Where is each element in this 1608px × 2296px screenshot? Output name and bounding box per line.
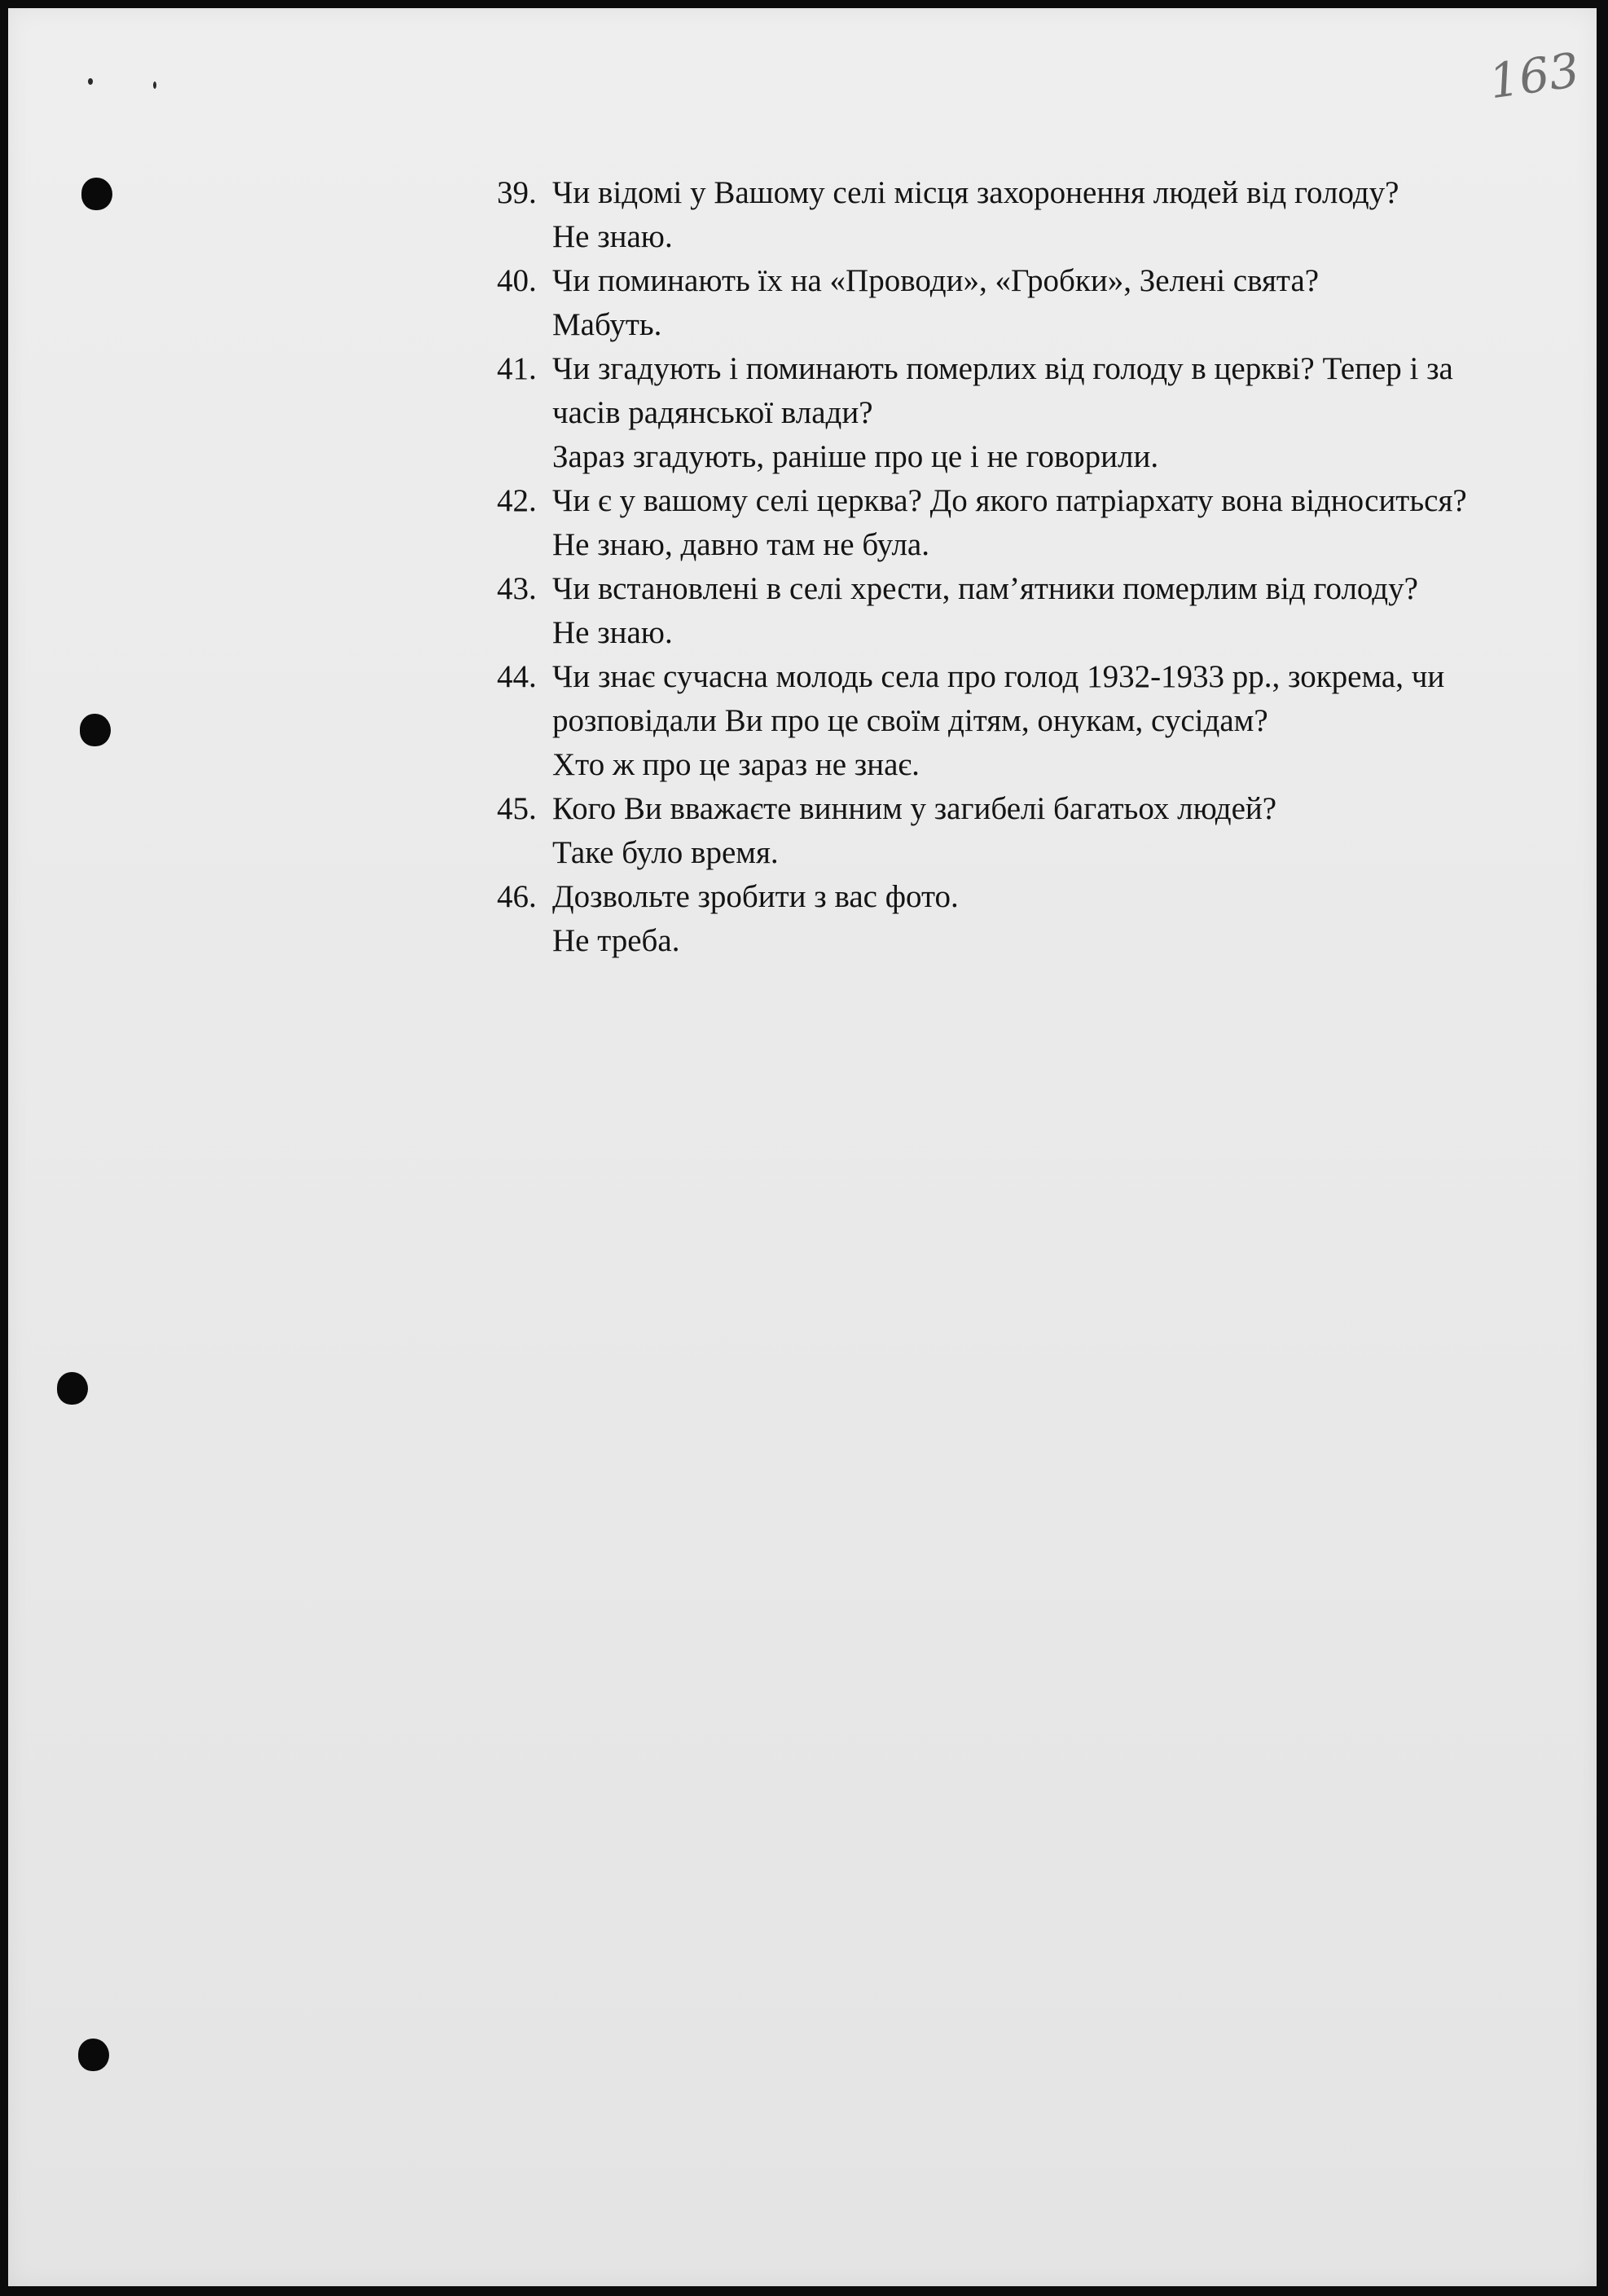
qa-item-42	[497, 479, 1499, 567]
answer-text: Не знаю, давно там не була.	[552, 527, 929, 562]
qa-item-44	[497, 655, 1499, 787]
qa-item-46	[497, 875, 1499, 963]
scan-speck	[88, 78, 93, 85]
punch-hole-3	[57, 1372, 88, 1405]
answer-text: Не знаю.	[552, 615, 673, 650]
question-number: 43.	[497, 571, 537, 606]
question-text: Чи відомі у Вашому селі місця захоронення людей від голоду?	[552, 175, 1399, 210]
question-text: Чи згадують і поминають померлих від голоду в церкві? Тепер і за часів радянської влади?	[552, 351, 1453, 430]
question-text: Кого Ви вважаєте винним у загибелі багатьох людей?	[552, 791, 1277, 826]
qa-item-40	[497, 259, 1499, 347]
answer-text: Хто ж про це зараз не знає.	[552, 747, 920, 782]
question-text: Чи є у вашому селі церква? До якого патріархату вона відноситься?	[552, 483, 1467, 518]
answer-text: Мабуть.	[552, 307, 662, 342]
punch-hole-4	[78, 2039, 109, 2071]
qa-item-41	[497, 347, 1499, 479]
scan-speck	[153, 81, 156, 89]
question-number: 46.	[497, 879, 537, 914]
qa-item-45	[497, 787, 1499, 875]
document-page	[8, 8, 1597, 2286]
questionnaire-text	[497, 171, 1499, 963]
question-number: 40.	[497, 263, 537, 298]
question-number: 42.	[497, 483, 537, 518]
qa-item-43	[497, 567, 1499, 655]
question-text: Чи встановлені в селі хрести, пам’ятники померлим від голоду?	[552, 571, 1418, 606]
question-text: Чи поминають їх на «Проводи», «Гробки», Зелені свята?	[552, 263, 1320, 298]
punch-hole-1	[81, 178, 112, 210]
question-number: 44.	[497, 659, 537, 694]
question-number: 39.	[497, 175, 537, 210]
answer-text: Не треба.	[552, 923, 680, 958]
question-number: 41.	[497, 351, 537, 386]
question-text: Дозвольте зробити з вас фото.	[552, 879, 959, 914]
answer-text: Не знаю.	[552, 219, 673, 254]
answer-text: Таке було время.	[552, 835, 779, 870]
answer-text: Зараз згадують, раніше про це і не говорили.	[552, 439, 1159, 474]
question-text: Чи знає сучасна молодь села про голод 1932-1933 рр., зокрема, чи розповідали Ви про це своїм дітям, онукам, сусідам?	[552, 659, 1445, 738]
qa-item-39	[497, 171, 1499, 259]
handwritten-page-number: 163	[1485, 42, 1583, 110]
question-number: 45.	[497, 791, 537, 826]
punch-hole-2	[80, 714, 111, 746]
